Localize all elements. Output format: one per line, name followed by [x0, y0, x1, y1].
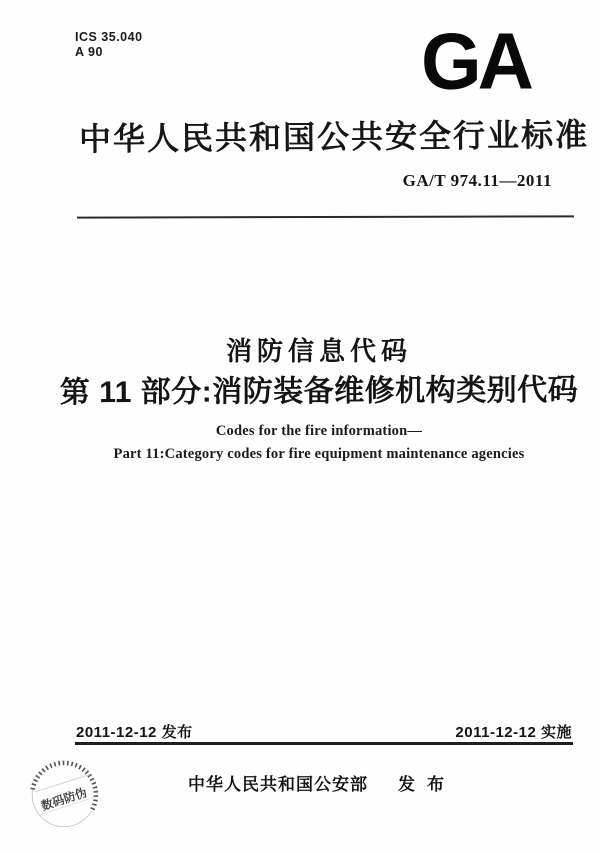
publisher-row — [41, 770, 600, 795]
publish-label: 发布 — [398, 775, 456, 794]
header-divider-line — [77, 215, 574, 218]
ga-standard-logo: GA — [421, 16, 530, 106]
publisher-name: 中华人民共和国公安部 — [188, 775, 368, 794]
standard-number: GA/T 974.11—2011 — [402, 171, 552, 190]
anti-counterfeit-stamp-icon — [27, 758, 101, 832]
doc-class-code: A 90 — [75, 45, 103, 59]
standard-type-title: 中华人民共和国公共安全行业标准 — [78, 116, 590, 158]
footer-divider-line — [75, 742, 573, 745]
title-english-line2: Part 11:Category codes for fire equipment maintenance agencies — [113, 446, 525, 462]
title-chinese-line1: 消防信息代码 — [225, 336, 412, 366]
ics-classification — [75, 30, 143, 60]
title-chinese-line2: 第 11 部分:消防装备维修机构类别代码 — [59, 373, 579, 410]
ics-code: ICS 35.040 — [75, 30, 143, 44]
implement-date: 2011-12-12 实施 — [455, 724, 572, 741]
stamp-main-text: 数码防伪 — [39, 785, 89, 814]
issue-date: 2011-12-12 发布 — [76, 724, 193, 741]
title-english-line1: Codes for the fire information— — [215, 423, 423, 439]
